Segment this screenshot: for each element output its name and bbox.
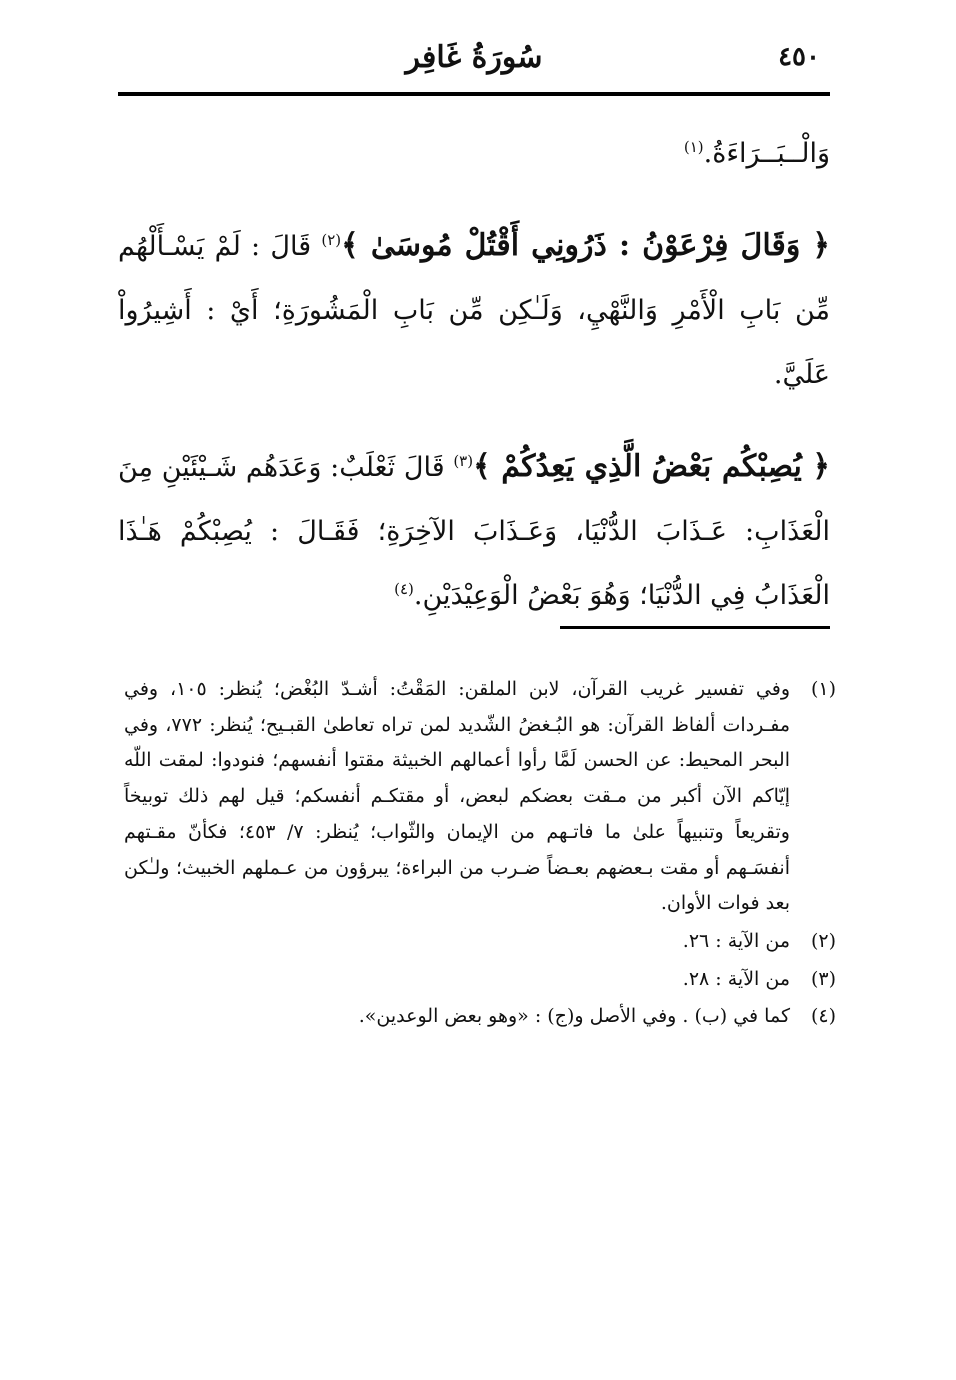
footnote-separator xyxy=(560,626,830,629)
footnote-text: كما في (ب) . وفي الأصل و(ج) : «وهو بعض الوعدين». xyxy=(358,1005,790,1028)
footnote-number: (٤) xyxy=(810,1005,836,1028)
footnote-number: (٢) xyxy=(810,929,836,952)
footnote-1 xyxy=(124,672,836,922)
paragraph-2 xyxy=(118,435,830,628)
paragraph-1 xyxy=(118,214,830,407)
continued-line xyxy=(118,122,830,186)
paragraph-1-text: قَالَ : لَمْ يَسْـأَلْهُم مِّن بَابِ الْأَمْرِ وَالنَّهْيِ، وَلَـٰكِن مِّن بَابِ الْمَشُورَةِ؛ أَيْ : أَشِيرُواْ عَلَيَّ. xyxy=(118,231,830,390)
footnote-3 xyxy=(124,962,836,998)
footnote-text: من الآية : ٢٨. xyxy=(682,967,790,990)
footnote-number: (٣) xyxy=(810,967,836,990)
quranic-quote-2: ﴿ يُصِبْكُم بَعْضُ الَّذِي يَعِدُكُمْ ﴾ xyxy=(473,449,830,484)
main-text xyxy=(118,122,830,628)
surah-title: سُورَةُ غَافِر xyxy=(405,40,543,75)
header-rule xyxy=(118,92,830,96)
footnote-4 xyxy=(124,999,836,1035)
footnote-ref-4: (٤) xyxy=(394,580,414,598)
paragraph-2-text: قَالَ ثَعْلَبٌ: وَعَدَهُم شَـيْئَيْنِ مِنَ الْعَذَابِ: عَـذَابَ الدُّنْيَا، وَعَـذَابَ الآخِرَةِ؛ فَقَـالَ : يُصِبْكُمْ هَـٰذَا الْعَذَابُ فِي الدُّنْيَا؛ وَهُوَ بَعْضُ الْوَعِيْدَيْنِ. xyxy=(118,452,830,611)
footnote-ref-2: (٢) xyxy=(321,231,342,249)
footnotes xyxy=(124,672,836,1035)
footnote-text: وفي تفسير غريب القرآن، لابن الملقن: المَقْتُ: أشـدّ البُغْض؛ يُنظر: ١٠٥، وفي مفـردات ألفاظ القرآن: هو البُـغضُ الشّديد لمن تراه تعاطىٰ القبـيح؛ يُنظر: ٧٧٢، وفي البحر المحيط: عن الحسن لَمَّا رأوا أعمالهم الخبيثة مقتوا أنفسهم؛ فنودوا: لمقت اللّه إيّاكم الآن أكبر من مـقت بعضكم لبعض، أو مقتكـم أنفسكم؛ قيل لهم ذلك توبيخاً وتقريعاً وتنبيهاً علىٰ ما فاتـهم من الإيمان والثّواب؛ يُنظر: ٧/ ٤٥٣؛ فكأنّ مقـتهم أنفسَـهم أو مقت بـعضهم بعـضاً ضـرب من البراءة؛ يبرؤون من عـملهم الخبيث؛ ولـٰكن بعد فوات الأوان. xyxy=(124,678,790,915)
footnote-ref-1: (١) xyxy=(683,138,704,156)
page-header xyxy=(118,40,830,96)
footnote-text: من الآية : ٢٦. xyxy=(682,929,790,952)
footnote-number: (١) xyxy=(810,678,836,700)
quranic-quote-1: ﴿ وَقَالَ فِرْعَوْنُ : ذَرُونِي أَقْتُلْ مُوسَىٰ ﴾ xyxy=(341,228,830,263)
footnote-2 xyxy=(124,924,836,960)
footnote-ref-3: (٣) xyxy=(453,452,474,470)
continued-line-text: وَالْــبَــرَاءَةُ. xyxy=(703,138,830,169)
page-number: ٤٥٠ xyxy=(778,42,820,72)
